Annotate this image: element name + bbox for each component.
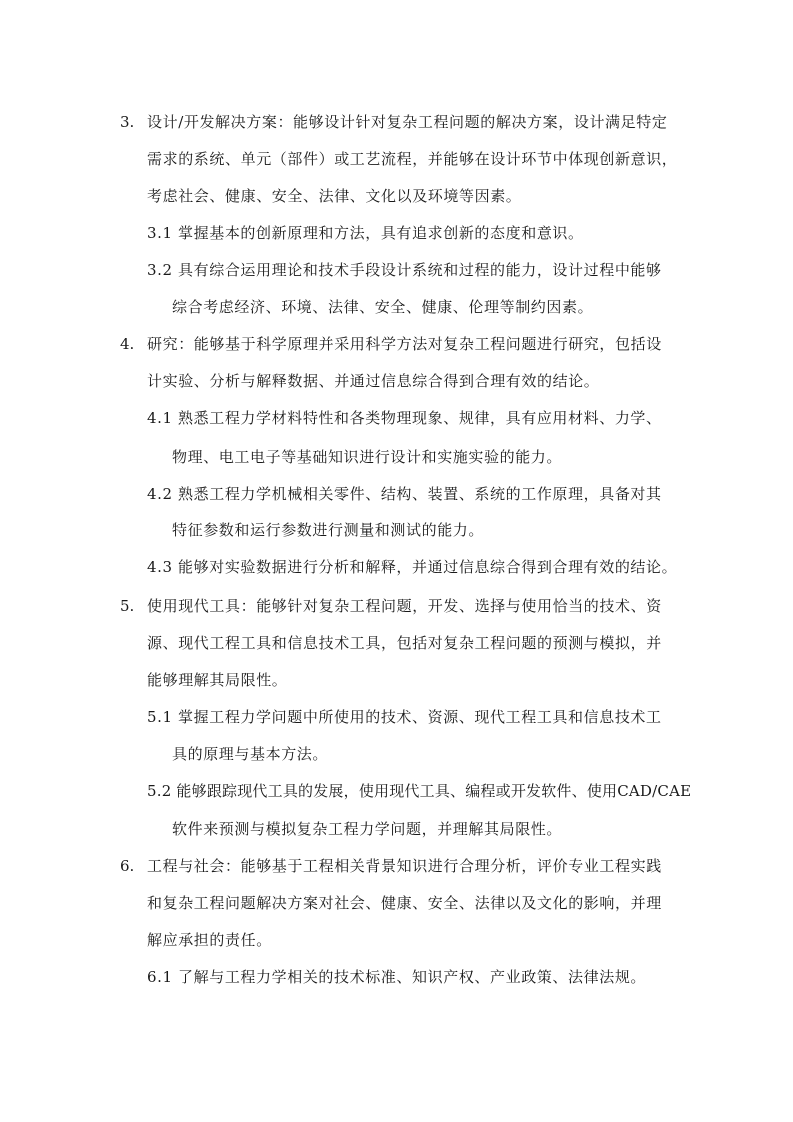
section-text-line: 使用现代工具：能够针对复杂工程问题，开发、选择与使用恰当的技术、资 [147,597,662,615]
section-text-line: 能够理解其局限性。 [147,671,288,689]
subitem-line: 物理、电工电子等基础知识进行设计和实施实验的能力。 [172,448,563,466]
section-text-line: 工程与社会：能够基于工程相关背景知识进行合理分析，评价专业工程实践 [147,857,662,875]
section-number: 6. [120,857,135,875]
subitem-line: 4.3 能够对实验数据进行分析和解释，并通过信息综合得到合理有效的结论。 [147,558,678,576]
subitem-line: 6.1 了解与工程力学相关的技术标准、知识产权、产业政策、法律法规。 [147,968,647,986]
section-text-line: 研究：能够基于科学原理并采用科学方法对复杂工程问题进行研究，包括设 [147,335,662,353]
section-number: 4. [120,335,135,353]
section-text-line: 设计/开发解决方案：能够设计针对复杂工程问题的解决方案，设计满足特定 [147,113,668,131]
subitem-line: 具的原理与基本方法。 [172,745,329,763]
subitem-line: 4.2 熟悉工程力学机械相关零件、结构、装置、系统的工作原理，具备对其 [147,485,662,503]
subitem-line: 综合考虑经济、环境、法律、安全、健康、伦理等制约因素。 [172,298,594,316]
section-text-line: 和复杂工程问题解决方案对社会、健康、安全、法律以及文化的影响，并理 [147,894,662,912]
section-text-line: 计实验、分析与解释数据、并通过信息综合得到合理有效的结论。 [147,372,600,390]
subitem-line: 5.1 掌握工程力学问题中所使用的技术、资源、现代工程工具和信息技术工 [147,708,662,726]
section-text-line: 源、现代工程工具和信息技术工具，包括对复杂工程问题的预测与模拟，并 [147,634,662,652]
subitem-line: 3.2 具有综合运用理论和技术手段设计系统和过程的能力，设计过程中能够 [147,261,662,279]
section-text-line: 解应承担的责任。 [147,931,272,949]
subitem-line: 特征参数和运行参数进行测量和测试的能力。 [172,521,485,539]
subitem-line: 5.2 能够跟踪现代工具的发展，使用现代工具、编程或开发软件、使用CAD/CAE [147,782,692,800]
subitem-line: 3.1 掌握基本的创新原理和方法，具有追求创新的态度和意识。 [147,224,584,242]
section-text-line: 考虑社会、健康、安全、法律、文化以及环境等因素。 [147,187,522,205]
section-text-line: 需求的系统、单元（部件）或工艺流程，并能够在设计环节中体现创新意识， [147,150,678,168]
subitem-line: 4.1 熟悉工程力学材料特性和各类物理现象、规律，具有应用材料、力学、 [147,409,662,427]
section-number: 5. [120,597,135,615]
section-number: 3. [120,113,135,131]
subitem-line: 软件来预测与模拟复杂工程力学问题，并理解其局限性。 [172,820,563,838]
